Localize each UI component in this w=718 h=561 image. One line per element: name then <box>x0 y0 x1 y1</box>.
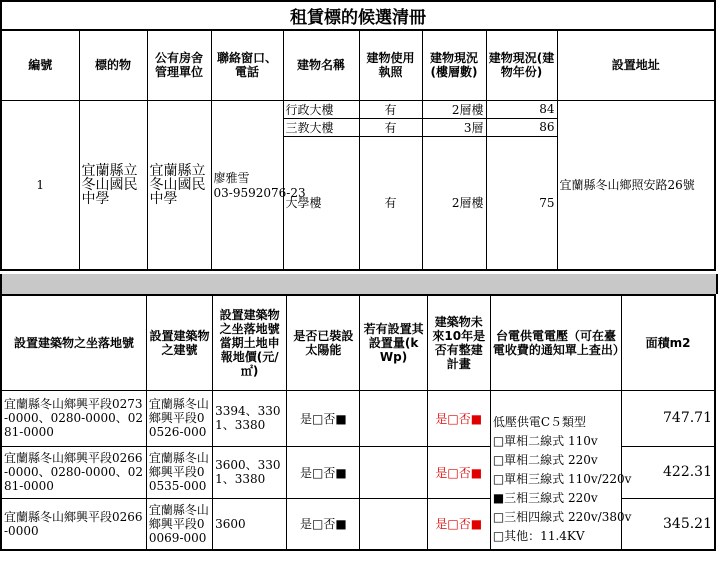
land-no-cell: 宜蘭縣冬山鄉興平段0266-0000、0280-0000、0281-0000 <box>1 446 146 498</box>
area-cell: 747.71 <box>622 390 715 446</box>
voltage-option: □三相四線式 220v/380v <box>492 509 632 524</box>
kwp-cell <box>360 390 427 446</box>
header-voltage: 台電供電電壓（可在臺電收費的通知單上查出） <box>490 295 621 390</box>
renovation-cell: 是□否■ <box>427 446 490 498</box>
contact-name: 廖雅雪 <box>213 171 250 186</box>
voltage-cell <box>490 390 632 550</box>
header-floors: 建物現況(樓層數) <box>422 30 486 100</box>
building-name: 大學樓 <box>283 136 359 270</box>
building-floors: 2層樓 <box>422 100 486 118</box>
building-license: 有 <box>359 118 422 136</box>
target-cell: 宜蘭縣立冬山國民中學 <box>79 100 147 270</box>
header-target: 標的物 <box>79 30 147 100</box>
header-kwp: 若有設置其設置量(kWp) <box>360 295 427 390</box>
area-cell: 422.31 <box>622 446 715 498</box>
voltage-option: □單相二線式 220v <box>492 452 598 467</box>
contact-phone: 03-9592076-23 <box>213 186 306 201</box>
build-no-cell: 宜蘭縣冬山鄉興平段00526-000 <box>146 390 212 446</box>
land-price-cell: 3394、3301、3380 <box>213 390 287 446</box>
header-building-name: 建物名稱 <box>283 30 359 100</box>
building-license: 有 <box>359 100 422 118</box>
header-unit: 公有房舍管理單位 <box>147 30 211 100</box>
header-year: 建物現況(建物年份) <box>486 30 557 100</box>
building-floors: 2層樓 <box>422 136 486 270</box>
land-no-cell: 宜蘭縣冬山鄉興平段0266-0000 <box>1 498 146 550</box>
voltage-option: ■三相三線式 220v <box>492 490 598 505</box>
land-info-table <box>0 294 716 551</box>
header-land-no: 設置建築物之坐落地號 <box>1 295 146 390</box>
header-solar: 是否已裝設太陽能 <box>287 295 360 390</box>
solar-cell: 是□否■ <box>287 390 360 446</box>
voltage-option: □其他：11.4KV <box>492 528 585 543</box>
build-no-cell: 宜蘭縣冬山鄉興平段00069-000 <box>146 498 212 550</box>
header-address: 設置地址 <box>557 30 715 100</box>
address-cell: 宜蘭縣冬山鄉照安路26號 <box>557 100 715 270</box>
kwp-cell <box>360 498 427 550</box>
building-floors: 3層 <box>422 118 486 136</box>
header-land-price: 設置建築物之坐落地號當期土地申報地價(元/㎡) <box>213 295 287 390</box>
land-price-cell: 3600、3301、3380 <box>213 446 287 498</box>
voltage-type: 低壓供電C５類型 <box>492 414 587 429</box>
voltage-option: □單相三線式 110v/220v <box>492 471 632 486</box>
page-title: 租賃標的候選清冊 <box>1 1 715 30</box>
unit-cell: 宜蘭縣立冬山國民中學 <box>147 100 211 270</box>
solar-cell: 是□否■ <box>287 446 360 498</box>
building-year: 75 <box>486 136 557 270</box>
build-no-cell: 宜蘭縣冬山鄉興平段00535-000 <box>146 446 212 498</box>
header-contact: 聯絡窗口、電話 <box>211 30 283 100</box>
area-cell: 345.21 <box>622 498 715 550</box>
building-year: 84 <box>486 100 557 118</box>
candidate-list-table <box>0 0 716 271</box>
building-name: 行政大樓 <box>283 100 359 118</box>
kwp-cell <box>360 446 427 498</box>
renovation-cell: 是□否■ <box>427 390 490 446</box>
building-name: 三教大樓 <box>283 118 359 136</box>
header-area: 面積m2 <box>622 295 715 390</box>
land-no-cell: 宜蘭縣冬山鄉興平段0273-0000、0280-0000、0281-0000 <box>1 390 146 446</box>
separator-band <box>0 274 718 294</box>
building-license: 有 <box>359 136 422 270</box>
item-no: 1 <box>1 100 79 270</box>
header-license: 建物使用執照 <box>359 30 422 100</box>
building-year: 86 <box>486 118 557 136</box>
voltage-option: □單相二線式 110v <box>492 433 598 448</box>
header-renovation: 建築物未來10年是否有整建計畫 <box>427 295 490 390</box>
header-build-no: 設置建築物之建號 <box>146 295 212 390</box>
header-no: 編號 <box>1 30 79 100</box>
solar-cell: 是□否■ <box>287 498 360 550</box>
renovation-cell: 是□否■ <box>427 498 490 550</box>
land-price-cell: 3600 <box>213 498 287 550</box>
